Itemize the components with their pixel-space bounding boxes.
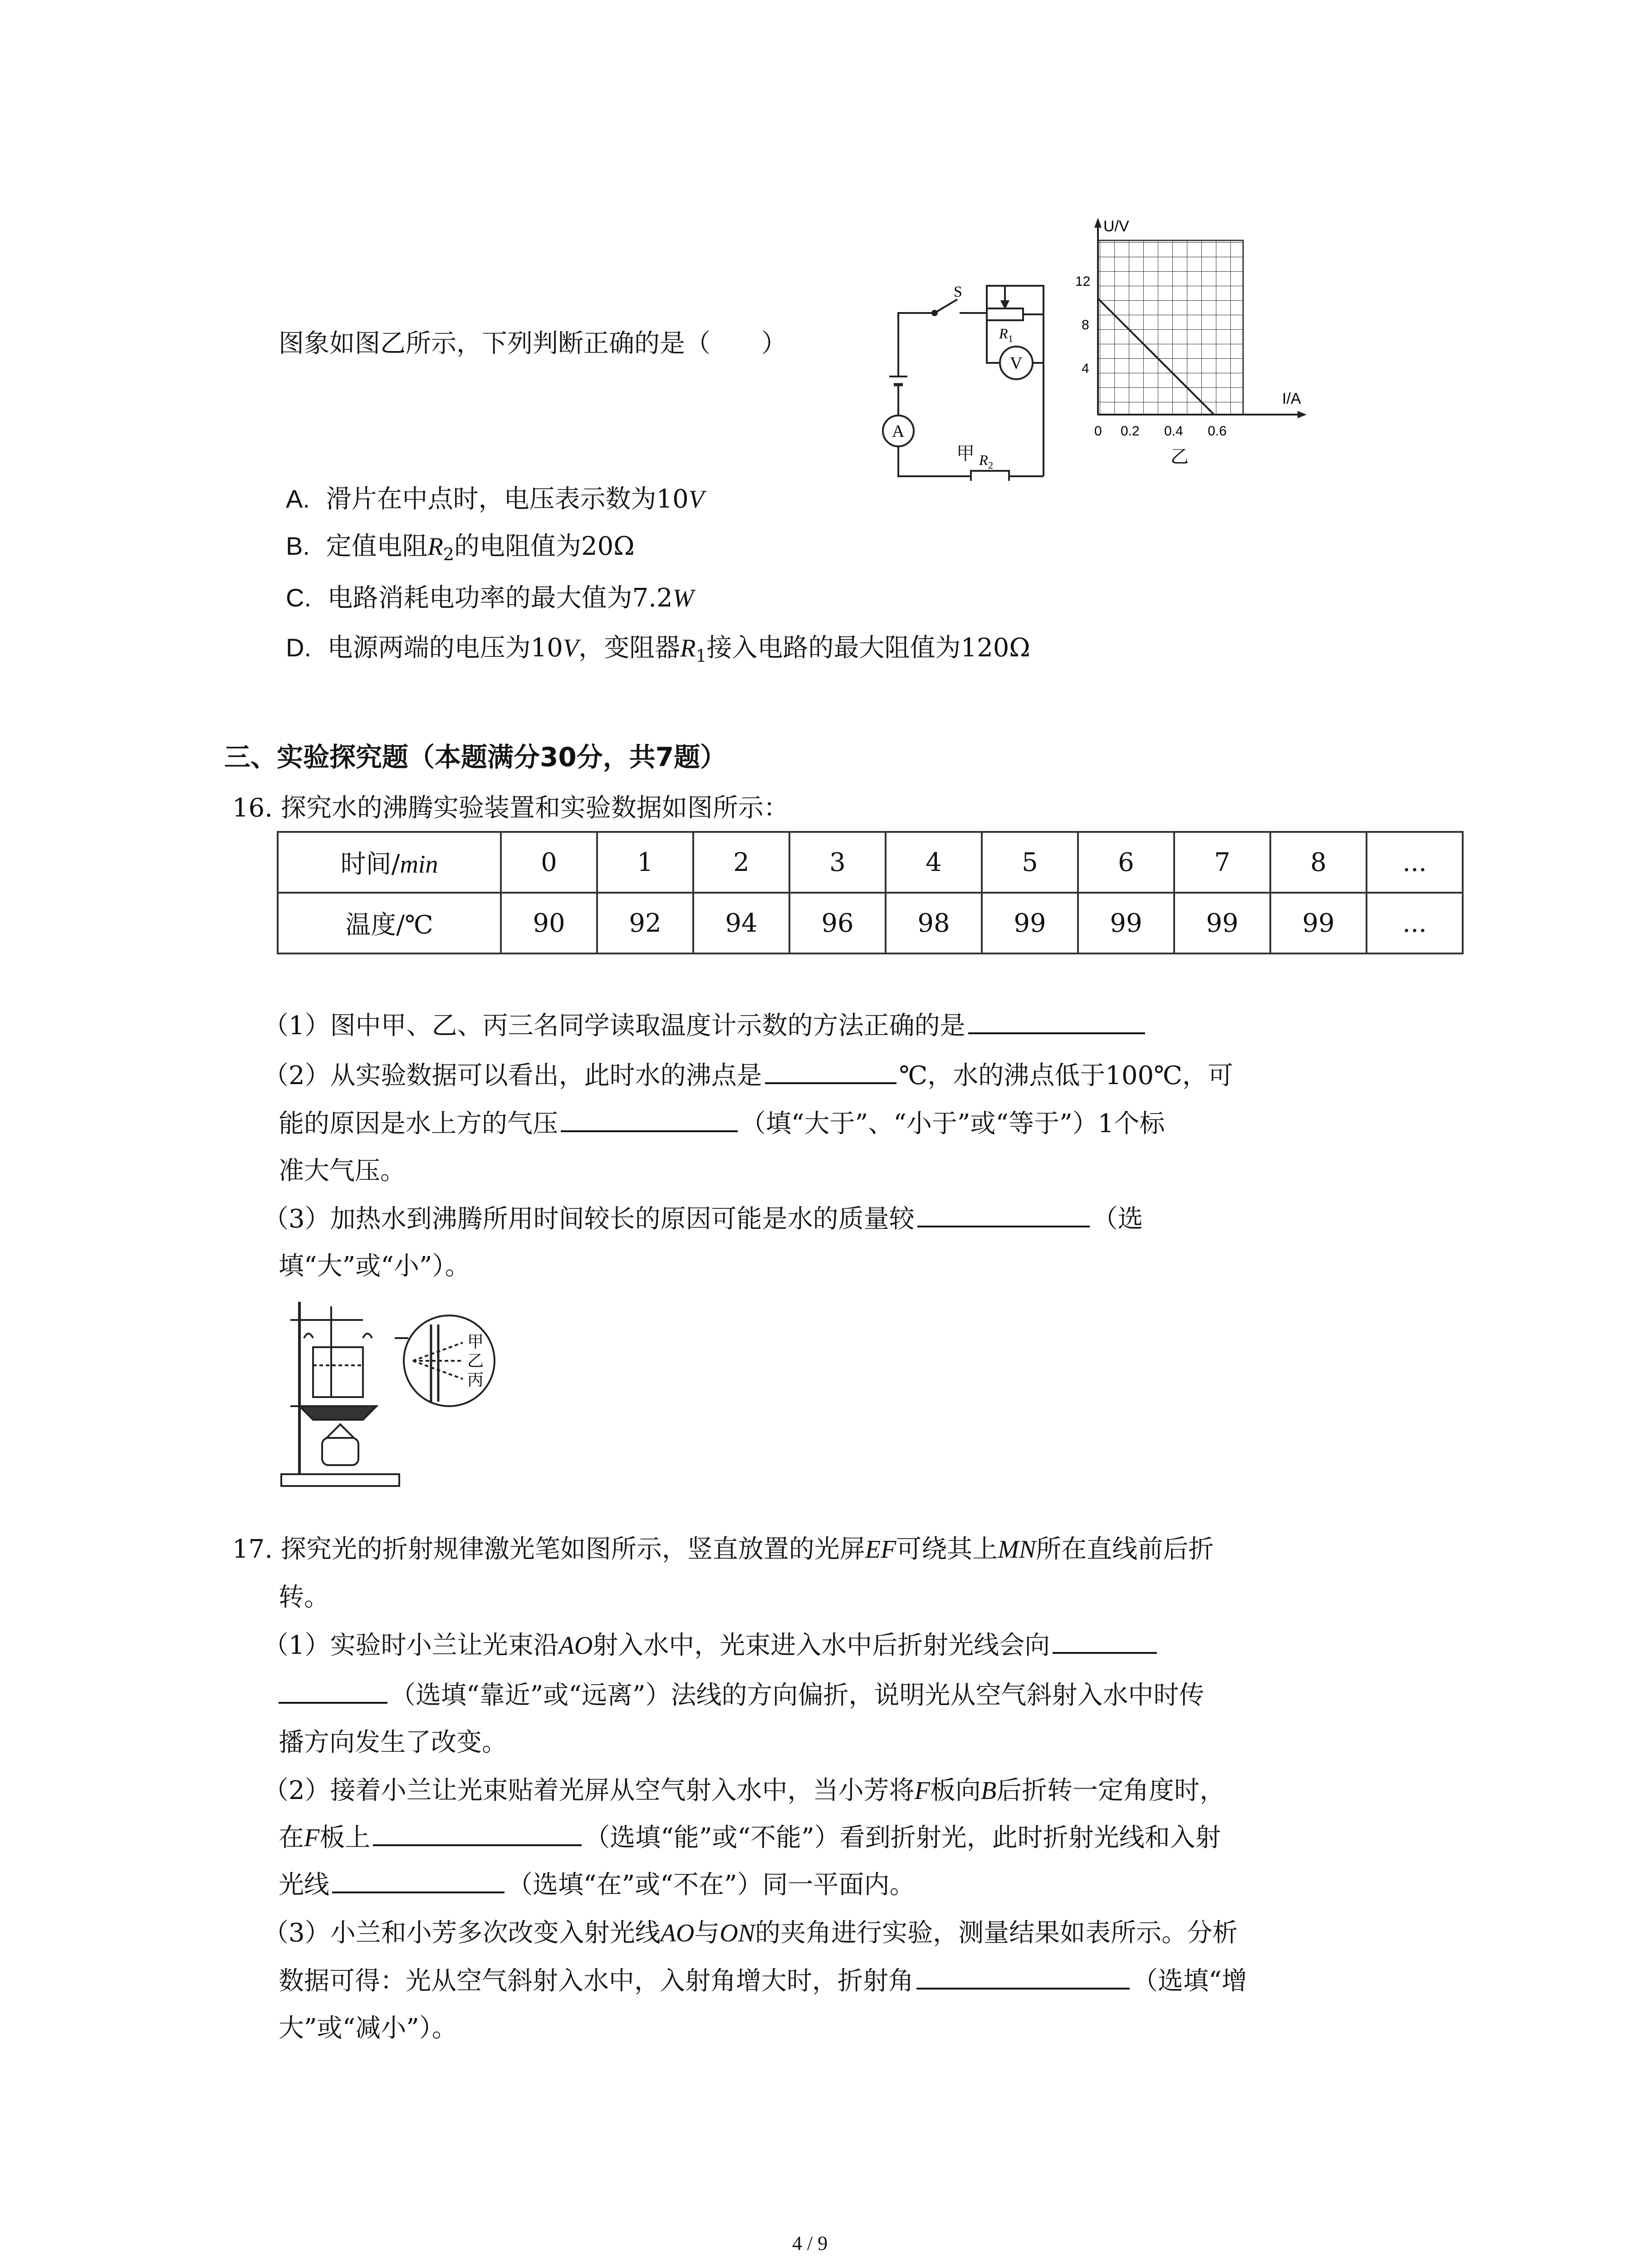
ammeter-label: A <box>892 422 905 441</box>
figure-label-yi: 乙 <box>467 1352 484 1370</box>
q16-part2-line3: 准大气压。 <box>279 1156 406 1186</box>
table-cell: ... <box>1367 832 1463 893</box>
r2-sub: 2 <box>988 459 993 471</box>
answer-blank[interactable] <box>279 1673 387 1704</box>
graph-caption: 乙 <box>1171 446 1189 467</box>
figure-label-jia: 甲 <box>467 1333 484 1351</box>
switch-label: S <box>954 284 962 300</box>
answer-blank[interactable] <box>765 1053 896 1084</box>
q15-option-b: B. 定值电阻$R_2$的电阻值为20Ω <box>286 532 635 565</box>
q17-stem-line1: 17. 探究光的折射规律激光笔如图所示，竖直放置的光屏EF可绕其上MN所在直线前后折 <box>232 1535 1214 1564</box>
table-row <box>278 832 1463 893</box>
q16-part3-line2: 填“大”或“小”）。 <box>279 1251 470 1281</box>
section-3-heading: 三、实验探究题（本题满分30分，共7题） <box>224 742 727 772</box>
q16-part1: （1）图中甲、乙、丙三名同学读取温度计示数的方法正确的是 <box>263 1002 1148 1050</box>
x-tick: 0.2 <box>1121 424 1140 439</box>
q17-stem-line2: 转。 <box>279 1583 329 1612</box>
q17-part3-line2: 数据可得：光从空气斜射入水中，入射角增大时，折射角 （选填“增 <box>279 1958 1247 2005</box>
q17-part1-line2: （选填“靠近”或“远离”）法线的方向偏折，说明光从空气斜射入水中时传 <box>279 1672 1205 1719</box>
q15-option-c: C. 电路消耗电功率的最大值为7.2W <box>286 583 694 613</box>
table-cell: 98 <box>886 893 982 953</box>
x-tick: 0 <box>1094 424 1102 439</box>
boiling-apparatus-figure <box>272 1293 526 1492</box>
q17-part2-line3: 光线 （选填“在”或“不在”）同一平面内。 <box>279 1862 915 1909</box>
table-cell: 2 <box>693 832 789 893</box>
table-cell: 4 <box>886 832 982 893</box>
r1-label: R <box>999 325 1008 342</box>
table-cell: 94 <box>693 893 789 953</box>
answer-blank[interactable] <box>917 1197 1090 1227</box>
table-cell: 7 <box>1174 832 1270 893</box>
table-cell: 92 <box>597 893 693 953</box>
q16-stem: 16. 探究水的沸腾实验装置和实验数据如图所示： <box>232 793 789 823</box>
q15-stem: 图象如图乙所示，下列判断正确的是（ ） <box>279 329 787 358</box>
table-cell: 1 <box>597 832 693 893</box>
table-cell: 时间/min <box>278 832 501 893</box>
table-cell: 温度/℃ <box>278 893 501 953</box>
table-cell: 90 <box>501 893 597 953</box>
page-number: 4 / 9 <box>792 2232 828 2254</box>
q17-part2-line1: （2）接着小兰让光束贴着光屏从空气射入水中，当小芳将F板向B后折转一定角度时， <box>263 1776 1225 1805</box>
table-cell: 99 <box>1270 893 1367 953</box>
q17-part3-line3: 大”或“减小”）。 <box>279 2014 457 2043</box>
answer-blank[interactable] <box>916 1959 1130 1989</box>
y-tick: 8 <box>1082 318 1089 332</box>
q16-data-table <box>277 831 1464 954</box>
x-tick: 0.4 <box>1164 424 1183 439</box>
answer-blank[interactable] <box>373 1815 582 1846</box>
table-cell: 96 <box>789 893 886 953</box>
answer-blank[interactable] <box>1053 1623 1157 1654</box>
table-cell: 99 <box>1078 893 1174 953</box>
q15-option-d: D. 电源两端的电压为10V，变阻器$R_1$接入电路的最大阻值为120Ω <box>286 633 1030 666</box>
circuit-diagram <box>880 281 1071 481</box>
q16-part2-line2: 能的原因是水上方的气压 （填“大于”、“小于”或“等于”）1个标 <box>279 1100 1165 1148</box>
q15-option-a: A. 滑片在中点时，电压表示数为10V <box>286 484 705 514</box>
y-axis-label: U/V <box>1103 218 1129 235</box>
q16-part2-line1: （2）从实验数据可以看出，此时水的沸点是 ℃，水的沸点低于100℃，可 <box>263 1052 1233 1100</box>
r1-sub: 1 <box>1008 333 1013 344</box>
ui-graph <box>1071 213 1325 467</box>
answer-blank[interactable] <box>332 1862 505 1893</box>
table-cell: 0 <box>501 832 597 893</box>
table-cell: 6 <box>1078 832 1174 893</box>
x-tick: 0.6 <box>1208 424 1227 439</box>
table-cell: 99 <box>1174 893 1270 953</box>
table-cell: ... <box>1367 893 1463 953</box>
answer-blank[interactable] <box>968 1003 1145 1034</box>
y-tick: 12 <box>1075 274 1091 289</box>
table-cell: 99 <box>982 893 1078 953</box>
table-cell: 3 <box>789 832 886 893</box>
q17-part3-line1: （3）小兰和小芳多次改变入射光线AO与ON的夹角进行实验，测量结果如表所示。分析 <box>263 1918 1238 1948</box>
q17-part1-line3: 播方向发生了改变。 <box>279 1728 507 1757</box>
table-cell: 8 <box>1270 832 1367 893</box>
voltmeter-label: V <box>1010 354 1023 373</box>
q17-part1-line1: （1）实验时小兰让光束沿AO射入水中，光束进入水中后折射光线会向 <box>263 1622 1160 1669</box>
y-tick: 4 <box>1082 361 1089 376</box>
table-row <box>278 893 1463 953</box>
x-axis-label: I/A <box>1282 390 1301 407</box>
answer-blank[interactable] <box>561 1101 738 1132</box>
circuit-caption: 甲 <box>956 443 975 464</box>
q17-part2-line2: 在F板上 （选填“能”或“不能”）看到折射光，此时折射光线和入射 <box>279 1814 1221 1862</box>
r2-label: R <box>979 452 988 468</box>
q16-part3-line1: （3）加热水到沸腾所用时间较长的原因可能是水的质量较 （选 <box>263 1196 1143 1243</box>
figure-label-bing: 丙 <box>467 1371 484 1389</box>
table-cell: 5 <box>982 832 1078 893</box>
